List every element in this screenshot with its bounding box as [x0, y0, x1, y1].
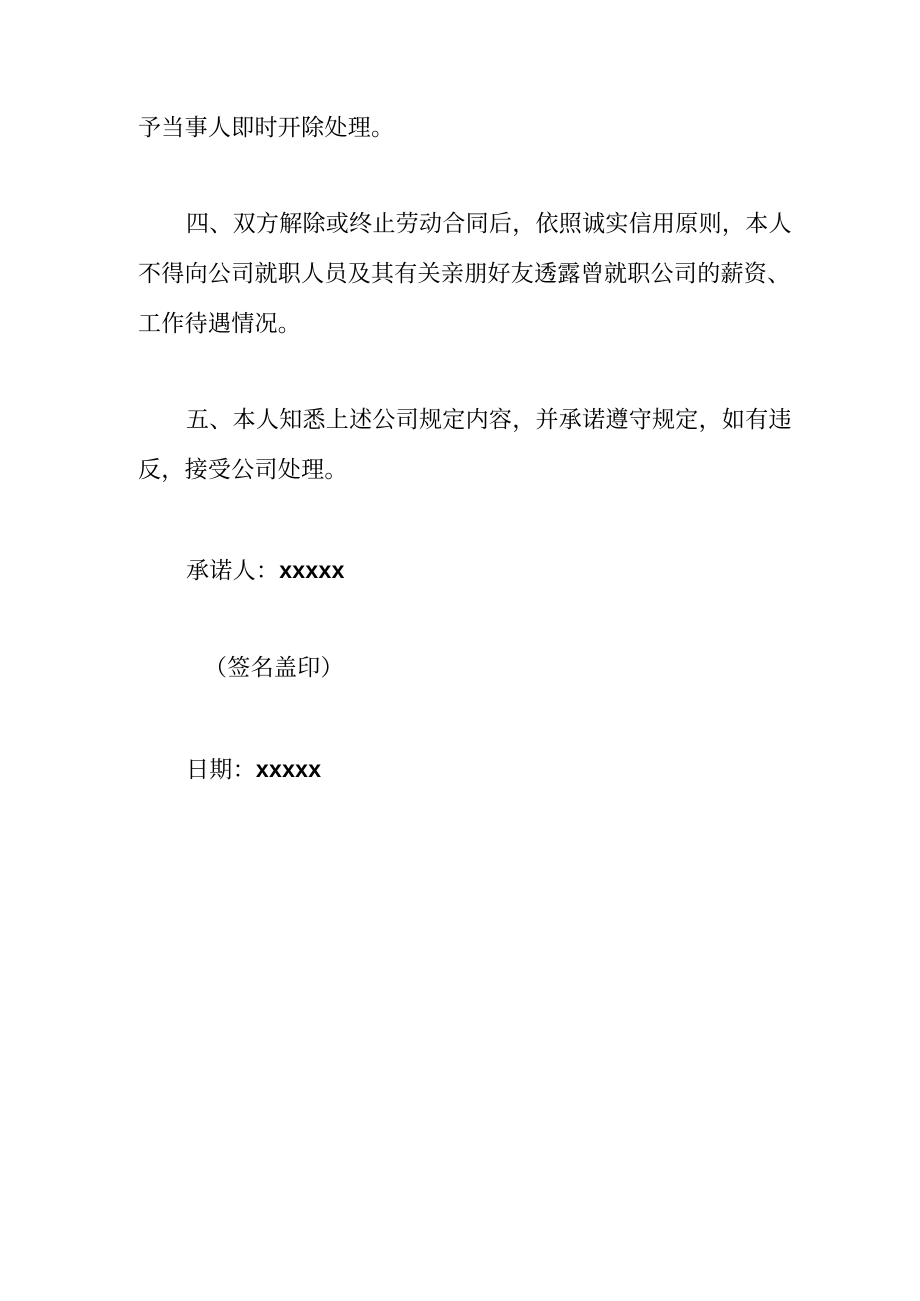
date-line — [186, 754, 321, 785]
paragraph-4-line-1: 四、双方解除或终止劳动合同后，依照诚实信用原则，本人 — [186, 211, 792, 237]
promisor-value: xxxxx — [279, 557, 345, 583]
signature-stamp-note: （签名盖印） — [204, 655, 344, 681]
date-value: xxxxx — [255, 756, 322, 782]
promisor-label: 承诺人： — [186, 558, 280, 584]
paragraph-4-line-2: 不得向公司就职人员及其有关亲朋好友透露曾就职公司的薪资、 — [138, 261, 791, 287]
paragraph-3-tail: 予当事人即时开除处理。 — [138, 115, 395, 141]
paragraph-5-line-2: 反，接受公司处理。 — [138, 457, 348, 483]
paragraph-5-line-1: 五、本人知悉上述公司规定内容，并承诺遵守规定，如有违 — [186, 407, 792, 433]
paragraph-4-line-3: 工作待遇情况。 — [138, 311, 302, 337]
date-label: 日期： — [186, 757, 256, 783]
promisor-line — [186, 555, 345, 586]
